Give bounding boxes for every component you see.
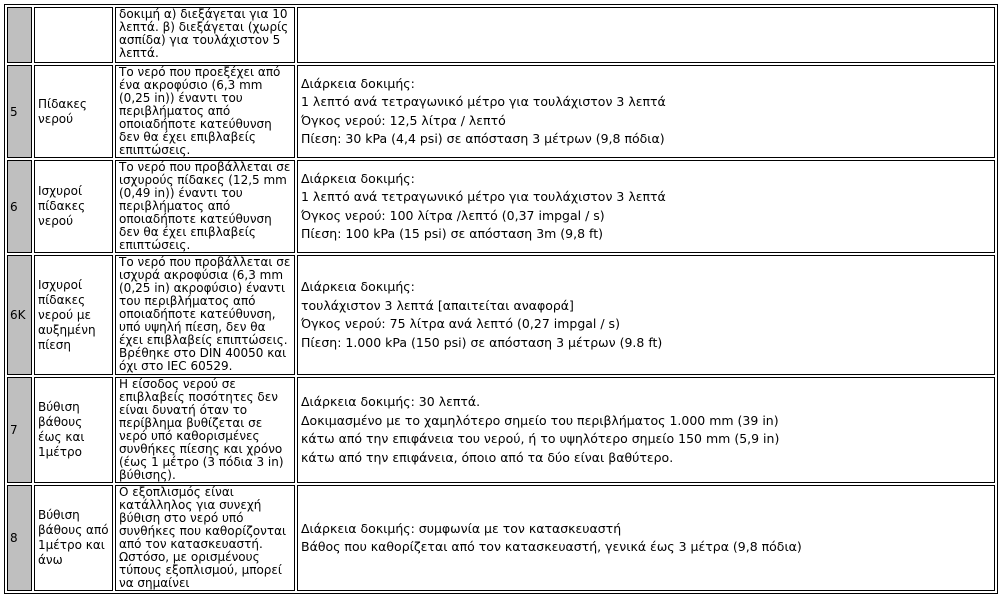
table-row [7,160,995,253]
row-description: δοκιμή α) διεξάγεται για 10 λεπτά. β) διεξάγεται (χωρίς ασπίδα) για τουλάχιστον 5 λεπτά. [115,7,295,63]
condition-line: Όγκος νερού: 100 λίτρα /λεπτό (0,37 impgal / s) [301,207,605,223]
condition-line: Διάρκεια δοκιμής: [301,170,415,186]
ip-rating-table [4,4,998,594]
row-name: Πίδακες νερού [34,65,113,158]
row-description: Το νερό που προβάλλεται σε ισχυρά ακροφύσια (6,3 mm (0,25 in) ακροφύσιο) έναντι του περιβλήματος από οποιαδήποτε κατεύθυνση, υπό υψηλή πίεση, δεν θα έχει επιβλαβείς επιπτώσεις. Βρέθηκε στο DIN 40050 και όχι στο IEC 60529. [115,255,295,375]
table-row [7,7,995,63]
row-test-conditions [297,255,995,375]
condition-line: Βάθος που καθορίζεται από τον κατασκευαστή, γενικά έως 3 μέτρα (9,8 πόδια) [301,539,802,554]
condition-line: Διάρκεια δοκιμής: [301,279,415,294]
condition-line: 1 λεπτό ανά τετραγωνικό μέτρο για τουλάχιστον 3 λεπτά [301,189,666,204]
row-number: 8 [7,485,32,591]
row-test-conditions [297,485,995,591]
row-test-conditions [297,160,995,253]
row-name: Βύθιση βάθους έως και 1μέτρο [34,377,113,483]
condition-line: Πίεση: 100 kPa (15 psi) σε απόσταση 3m (9,8 ft) [301,226,603,241]
row-name: Ισχυροί πίδακες νερού [34,160,113,253]
condition-line: Όγκος νερού: 75 λίτρα ανά λεπτό (0,27 impgal / s) [301,316,620,331]
condition-line: Πίεση: 1.000 kPa (150 psi) σε απόσταση 3 μέτρων (9.8 ft) [301,334,663,350]
row-test-conditions [297,7,995,63]
table-row [7,255,995,375]
condition-line: κάτω από την επιφάνεια, όποιο από τα δύο είναι βαθύτερο. [301,449,674,465]
table-row [7,377,995,483]
row-name: Βύθιση βάθους από 1μέτρο και άνω [34,485,113,591]
condition-line: τουλάχιστον 3 λεπτά [απαιτείται αναφορά] [301,297,574,313]
row-number [7,7,32,63]
row-number: 6K [7,255,32,375]
row-description: Η είσοδος νερού σε επιβλαβείς ποσότητες δεν είναι δυνατή όταν το περίβλημα βυθίζεται σε νερό υπό καθορισμένες συνθήκες πίεσης και χρόνο (έως 1 μέτρο (3 πόδια 3 in) βύθισης). [115,377,295,483]
row-number: 7 [7,377,32,483]
condition-line: 1 λεπτό ανά τετραγωνικό μέτρο για τουλάχιστον 3 λεπτά [301,94,666,109]
condition-line: Δοκιμασμένο με το χαμηλότερο σημείο του περιβλήματος 1.000 mm (39 in) [301,412,779,428]
condition-line: Διάρκεια δοκιμής: [301,75,415,91]
row-test-conditions [297,377,995,483]
condition-line: Διάρκεια δοκιμής: 30 λεπτά. [301,394,481,409]
table-row [7,485,995,591]
row-number: 5 [7,65,32,158]
condition-line: Διάρκεια δοκιμής: συμφωνία με τον κατασκευαστή [301,520,622,536]
condition-line: Όγκος νερού: 12,5 λίτρα / λεπτό [301,112,506,128]
row-name: Ισχυροί πίδακες νερού με αυξημένη πίεση [34,255,113,375]
table-body [7,7,995,591]
table-row [7,65,995,158]
row-test-conditions [297,65,995,158]
row-description: Το νερό που προβάλλεται σε ισχυρούς πίδακες (12,5 mm (0,49 in)) έναντι του περιβλήματος από οποιαδήποτε κατεύθυνση δεν θα έχει επιβλαβείς επιπτώσεις. [115,160,295,253]
row-description: Το νερό που προεξέχει από ένα ακροφύσιο (6,3 mm (0,25 in)) έναντι του περιβλήματος από οποιαδήποτε κατεύθυνση δεν θα έχει επιβλαβείς επιπτώσεις. [115,65,295,158]
row-number: 6 [7,160,32,253]
row-name [34,7,113,63]
row-description: Ο εξοπλισμός είναι κατάλληλος για συνεχή βύθιση στο νερό υπό συνθήκες που καθορίζονται από τον κατασκευαστή. Ωστόσο, με ορισμένους τύπους εξοπλισμού, μπορεί να σημαίνει [115,485,295,591]
condition-line: Πίεση: 30 kPa (4,4 psi) σε απόσταση 3 μέτρων (9,8 πόδια) [301,131,665,146]
condition-line: κάτω από την επιφάνεια του νερού, ή το υψηλότερο σημείο 150 mm (5,9 in) [301,431,780,446]
